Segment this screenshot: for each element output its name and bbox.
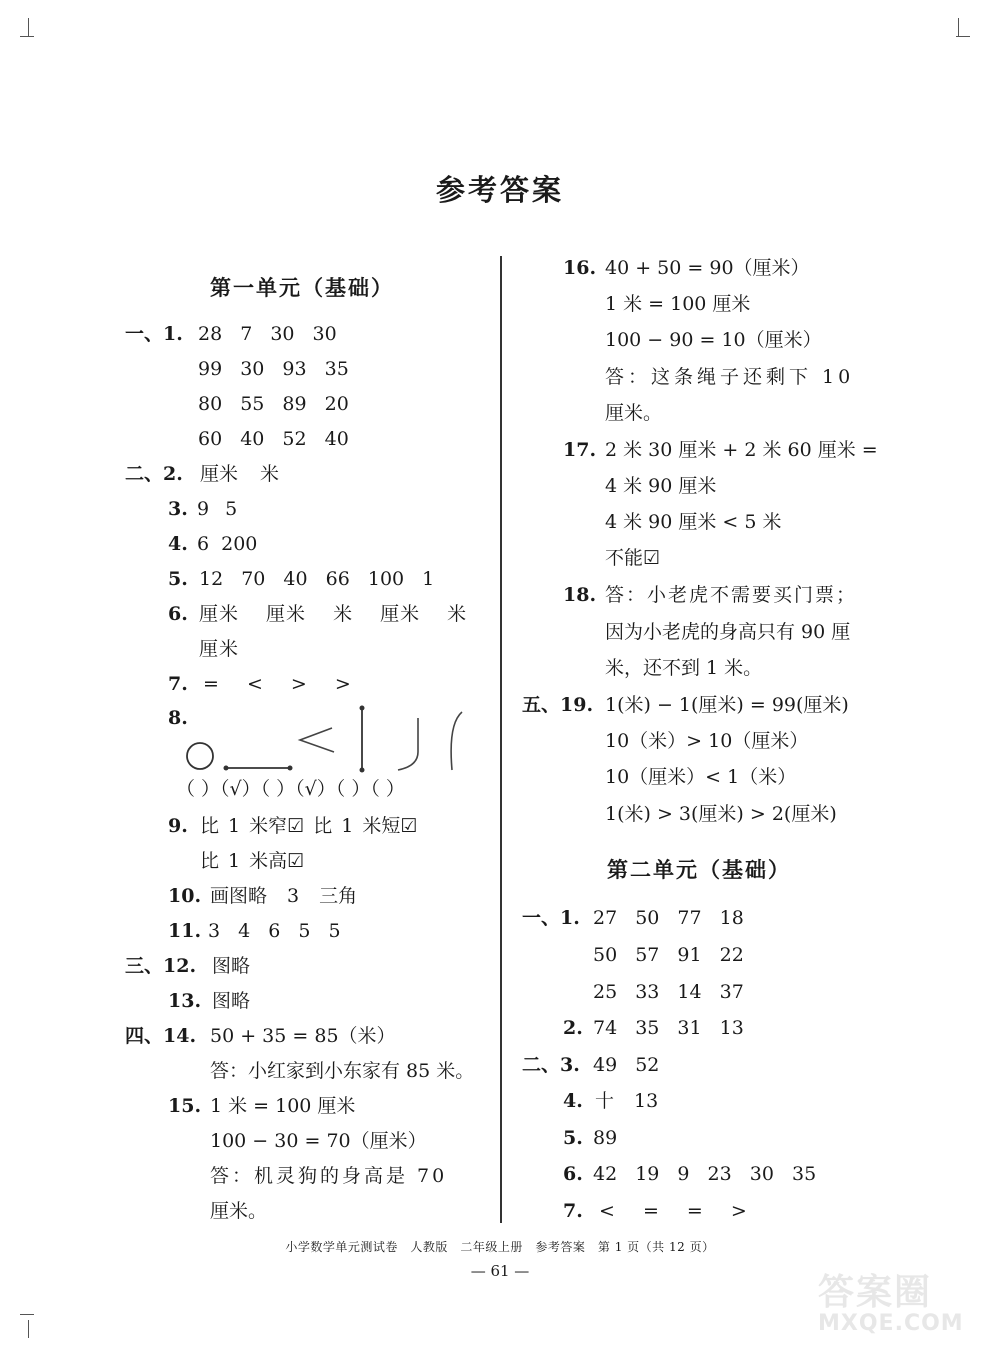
answer-line: 1 米 = 100 厘米 (605, 293, 751, 315)
answer-line: 答：小红家到小东家有 85 米。 (210, 1060, 475, 1082)
q-label: 二、2. (125, 463, 183, 485)
q-label: 五、19. (522, 694, 594, 716)
q-label: 6. (563, 1163, 583, 1185)
unit1-heading: 第一单元（基础） (210, 276, 394, 300)
answer-line: 3 4 6 5 5 (208, 920, 341, 942)
answer-line: 10（米）> 10（厘米） (605, 730, 809, 752)
answer-line: 不能☑ (605, 547, 661, 569)
answer-line: = < > > (203, 673, 351, 695)
q-label: 15. (168, 1095, 202, 1117)
answer-line: 4 米 90 厘米 (605, 475, 717, 497)
answer-line: 28 7 30 30 (198, 323, 337, 345)
answer-line: 60 40 52 40 (198, 428, 349, 450)
answer-line: 米，还不到 1 米。 (605, 657, 763, 679)
crop-mark-top-right (956, 36, 970, 37)
bent-line-figure (398, 718, 418, 770)
answer-line: 1(米) − 1(厘米) = 99(厘米) (605, 694, 849, 716)
page-footer: 小学数学单元测试卷 人教版 二年级上册 参考答案 第 1 页（共 12 页） (285, 1240, 715, 1254)
column-divider (500, 256, 502, 1223)
q-label: 16. (563, 257, 597, 279)
crop-mark-bottom-left (28, 1320, 29, 1338)
answer-line: 80 55 89 20 (198, 393, 349, 415)
answer-line: 27 50 77 18 (593, 907, 744, 929)
answer-line: 答：小老虎不需要买门票； (605, 584, 858, 606)
circle-figure (187, 743, 213, 769)
answer-line: 厘米 米 (200, 463, 280, 485)
crop-mark-bottom-left (20, 1314, 34, 1315)
q8-answers: （ ）（√）（ ）（√）（ ）（ ） (176, 778, 405, 800)
answer-line: 1(米) > 3(厘米) > 2(厘米) (605, 803, 837, 825)
q8-figures (160, 704, 480, 774)
q-label: 一、1. (522, 907, 580, 929)
crop-mark-top-left (20, 36, 34, 37)
answer-line: 十 13 (595, 1090, 659, 1112)
answer-line: 因为小老虎的身高只有 90 厘 (605, 621, 851, 643)
page-number: — 61 — (470, 1262, 530, 1280)
q-label: 二、3. (522, 1054, 580, 1076)
answer-line: 42 19 9 23 30 35 (593, 1163, 817, 1185)
q-label: 4. (563, 1090, 583, 1112)
answer-line: 50 + 35 = 85（米） (210, 1025, 396, 1047)
answer-line: 100 − 30 = 70（厘米） (210, 1130, 427, 1152)
answer-line: 1 米 = 100 厘米 (210, 1095, 356, 1117)
q-label: 11. (168, 920, 202, 942)
q-label: 6. (168, 603, 188, 625)
answer-line: 50 57 91 22 (593, 944, 744, 966)
answer-line: 6 200 (197, 533, 258, 555)
answer-line: 厘米。 (605, 402, 663, 424)
q-label: 9. (168, 815, 188, 837)
answer-line: 99 30 93 35 (198, 358, 349, 380)
zigzag-figure (300, 728, 334, 752)
answer-line: 厘米 (199, 638, 240, 660)
q-label: 3. (168, 498, 188, 520)
answer-line: 厘米。 (210, 1200, 268, 1222)
q-label: 5. (563, 1127, 583, 1149)
q-label: 18. (563, 584, 597, 606)
q-label: 17. (563, 439, 597, 461)
answer-line: 答：机灵狗的身高是 70 (210, 1165, 448, 1187)
answer-line: 图略 (212, 990, 251, 1012)
crop-mark-top-left (28, 18, 29, 36)
unit2-heading: 第二单元（基础） (607, 858, 791, 882)
q-label: 一、1. (125, 323, 183, 345)
q-label: 2. (563, 1017, 583, 1039)
answer-line: 2 米 30 厘米 + 2 米 60 厘米 = (605, 439, 878, 461)
answer-line: < = = > (599, 1200, 747, 1222)
answer-line: 49 52 (593, 1054, 660, 1076)
q-label: 13. (168, 990, 202, 1012)
q-label: 四、14. (125, 1025, 197, 1047)
answer-line: 74 35 31 13 (593, 1017, 744, 1039)
answer-line: 厘米 厘米 米 厘米 米 (199, 603, 468, 625)
answer-line: 10（厘米）< 1（米） (605, 766, 797, 788)
watermark-text: 答案圈 (818, 1272, 933, 1313)
answer-line: 画图略 3 三角 (210, 885, 358, 907)
q-label: 7. (563, 1200, 583, 1222)
q-label: 7. (168, 673, 188, 695)
q-label: 10. (168, 885, 202, 907)
watermark-logo (818, 1274, 964, 1335)
q-label: 8. (168, 707, 188, 729)
answer-line: 4 米 90 厘米 < 5 米 (605, 511, 782, 533)
answer-line: 12 70 40 66 100 1 (199, 568, 435, 590)
answer-line: 89 (593, 1127, 618, 1149)
answer-line: 100 − 90 = 10（厘米） (605, 329, 822, 351)
watermark-domain: MXQE.COM (818, 1310, 964, 1336)
answer-line: 比 1 米高☑ (200, 850, 305, 872)
page-title: 参考答案 (435, 173, 564, 207)
q-label: 5. (168, 568, 188, 590)
answer-line: 答：这条绳子还剩下 10 (605, 366, 855, 388)
q-label: 4. (168, 533, 188, 555)
answer-line: 40 + 50 = 90（厘米） (605, 257, 810, 279)
answer-line: 比 1 米窄☑ 比 1 米短☑ (200, 815, 418, 837)
answer-line: 9 5 (197, 498, 238, 520)
curve-figure (451, 712, 462, 770)
answer-line: 图略 (212, 955, 251, 977)
answer-line: 25 33 14 37 (593, 981, 744, 1003)
crop-mark-top-right (958, 18, 959, 36)
q-label: 三、12. (125, 955, 197, 977)
